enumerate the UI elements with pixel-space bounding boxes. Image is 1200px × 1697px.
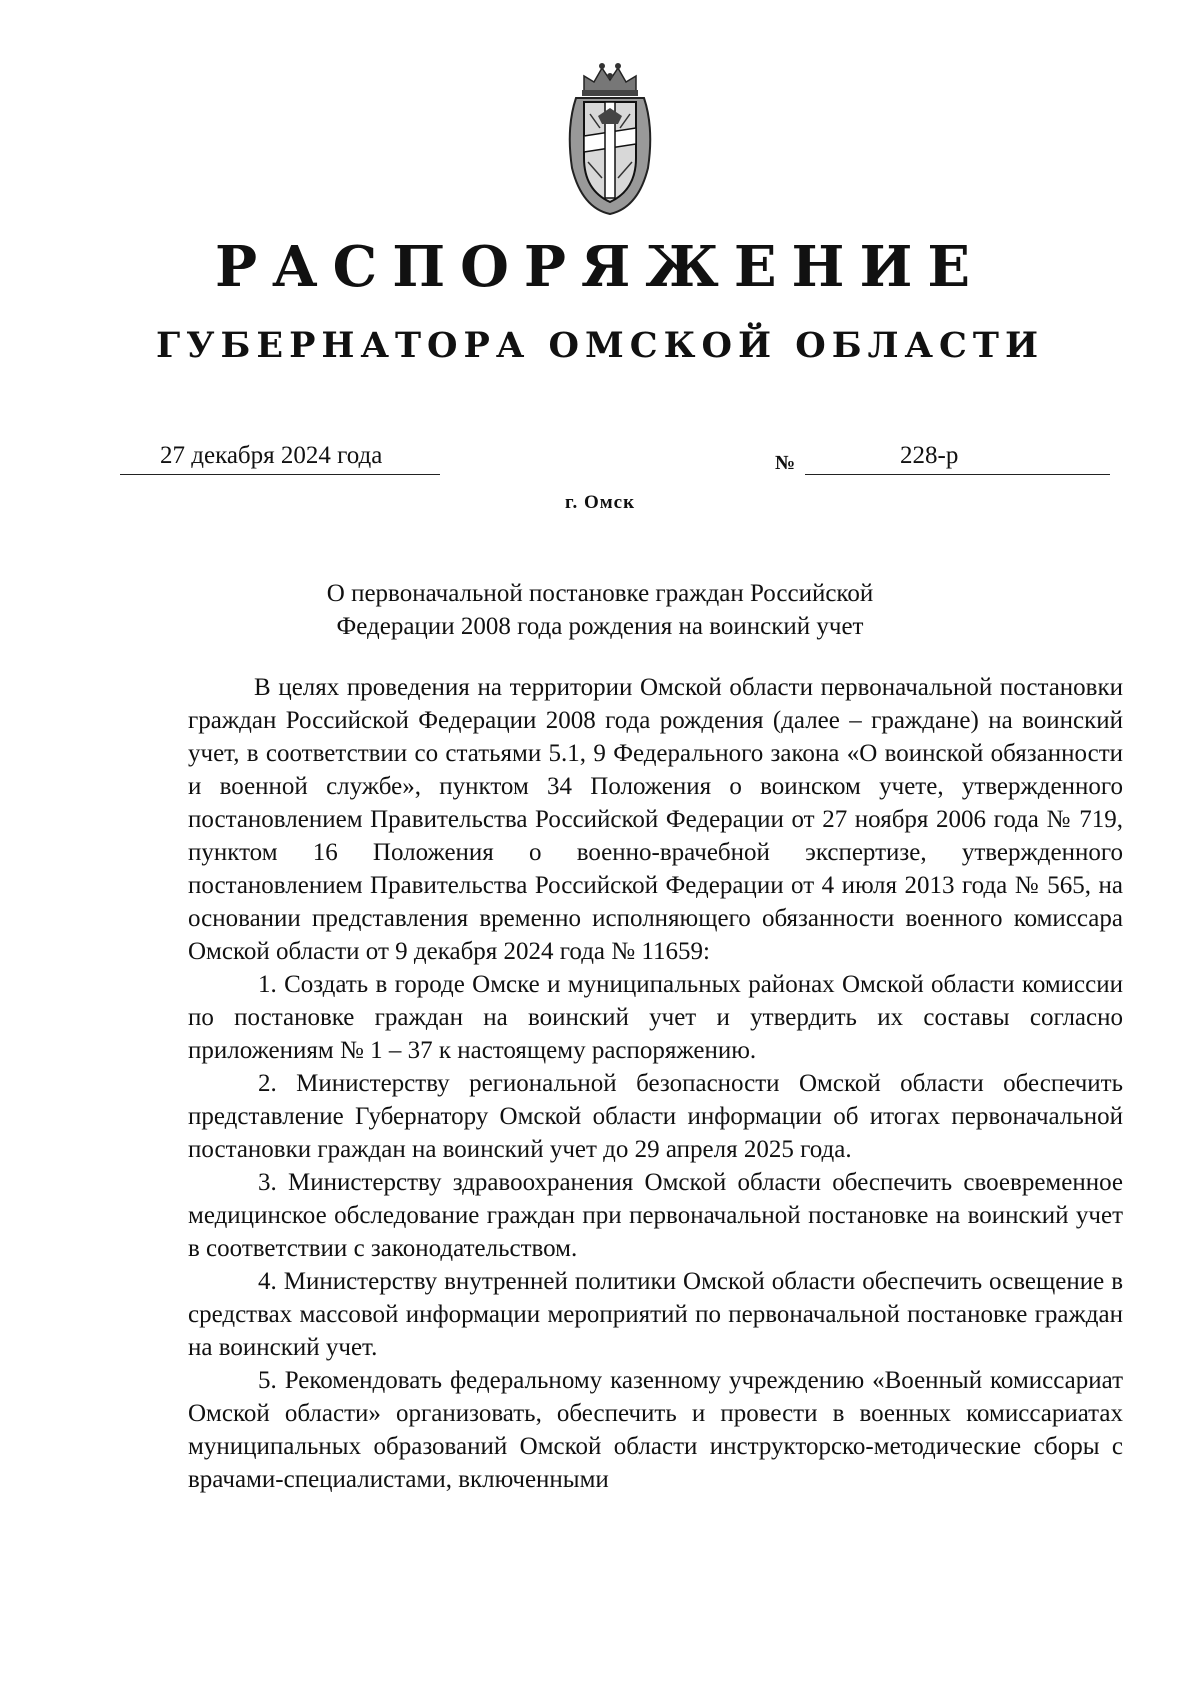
clause-paragraph: 1. Создать в городе Омске и муниципальных районах Омской области комиссии по постановке граждан на воинский учет и утвердить их составы согласно приложениям № 1 – 37 к настоящему распоряжению.	[188, 971, 1123, 1064]
coat-of-arms-icon	[562, 58, 658, 218]
date-field	[120, 440, 440, 475]
document-title: РАСПОРЯЖЕНИЕ	[214, 234, 986, 300]
subject-line: Федерации 2008 года рождения на воинский учет	[336, 613, 864, 640]
preamble-paragraph: В целях проведения на территории Омской области первоначальной постановки граждан Российской Федерации 2008 года рождения (далее – граждане) на воинский учет, в соответствии со статьями 5.1, 9 Федерального закона «О воинской обязанности и военной службе», пунктом 34 Положения о воинском учете, утвержденного постановлением Правительства Российской Федерации от 27 ноября 2006 года № 719, пунктом 16 Положения о военно-врачебной экспертизе, утвержденного постановлением Правительства Российской Федерации от 4 июля 2013 года № 565, на основании представления временно исполняющего обязанности военного комиссара Омской области от 9 декабря 2024 года № 11659:	[188, 674, 1123, 965]
clause-paragraph: 2. Министерству региональной безопасности Омской области обеспечить представление Губернатору Омской области информации об итогах первоначальной постановки граждан на воинский учет до 29 апреля 2025 года.	[188, 1070, 1123, 1163]
document-number: 228-р	[900, 442, 959, 469]
number-sign: №	[775, 452, 796, 474]
clause-paragraph: 3. Министерству здравоохранения Омской области обеспечить своевременное медицинское обследование граждан при первоначальной постановке на воинский учет в соответствии с законодательством.	[188, 1169, 1123, 1262]
document-subject	[150, 577, 1050, 643]
document-city: г. Омск	[564, 492, 636, 513]
document-body	[188, 671, 1123, 1496]
subject-line: О первоначальной постановке граждан Российской	[326, 580, 874, 607]
number-field	[805, 440, 1110, 475]
clause-paragraph: 5. Рекомендовать федеральному казенному учреждению «Военный комиссариат Омской области» организовать, обеспечить и провести в военных комиссариатах муниципальных образований Омской области инструкторско-методические сборы с врачами-специалистами, включенными	[188, 1367, 1123, 1493]
clause-paragraph: 4. Министерству внутренней политики Омской области обеспечить освещение в средствах массовой информации мероприятий по первоначальной постановке граждан на воинский учет.	[188, 1268, 1123, 1361]
document-date: 27 декабря 2024 года	[160, 442, 383, 469]
document-issuer: ГУБЕРНАТОРА ОМСКОЙ ОБЛАСТИ	[155, 325, 1045, 366]
